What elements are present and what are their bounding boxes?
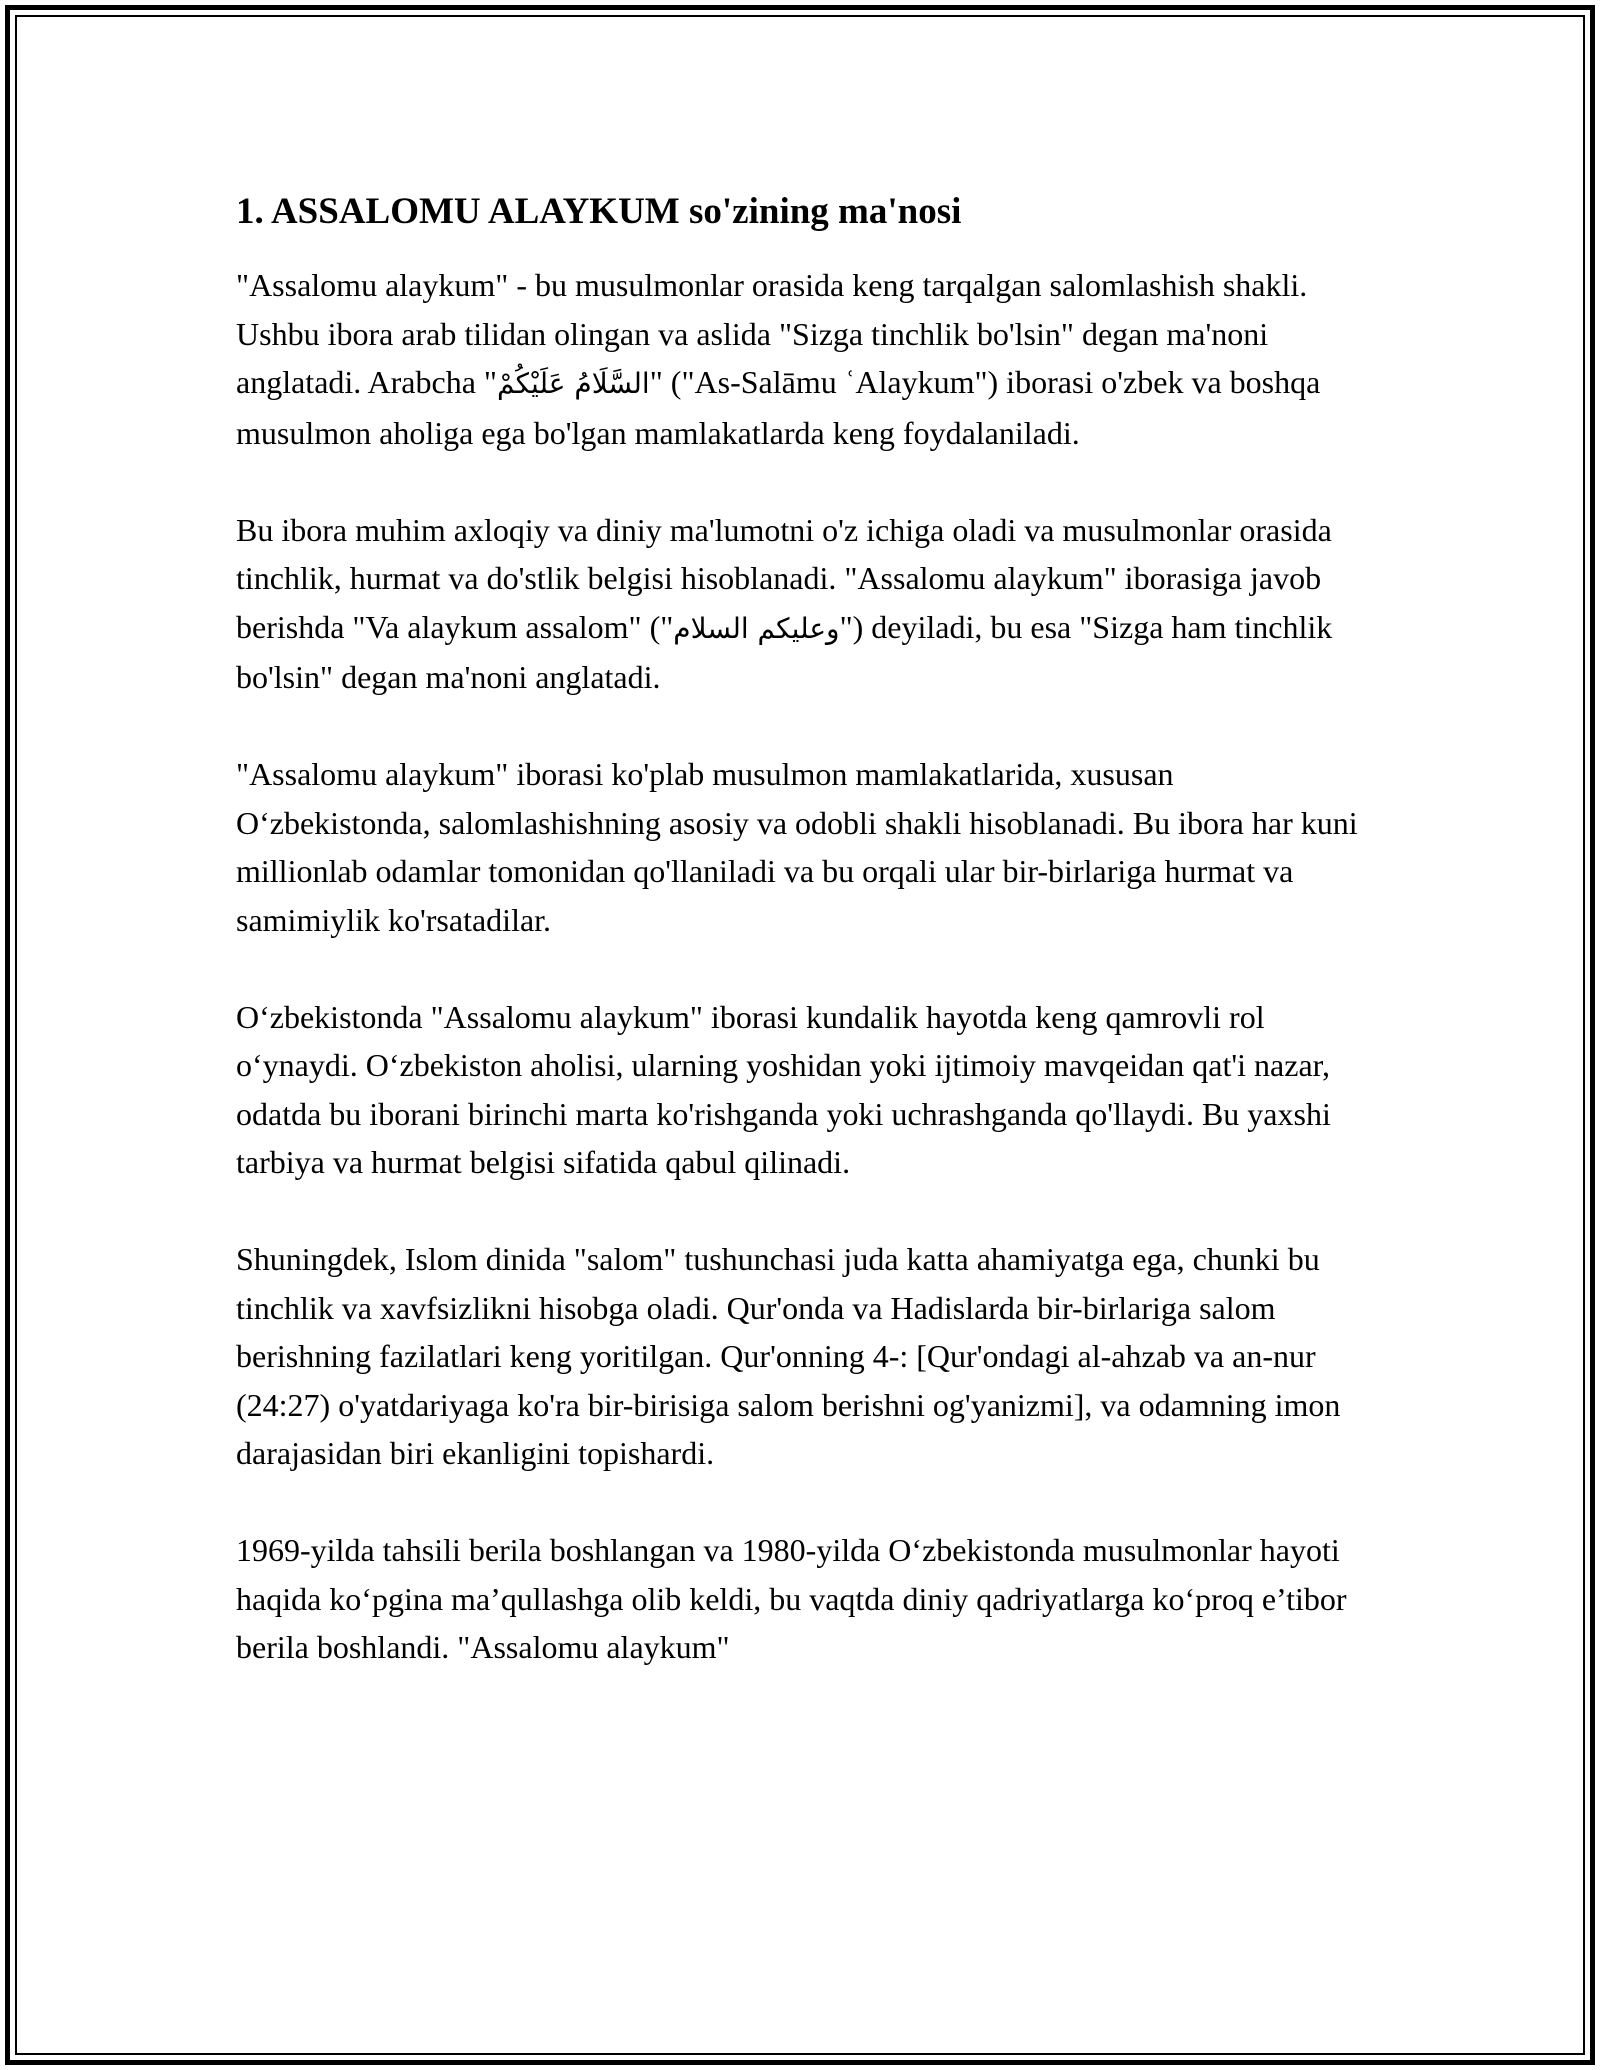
document-body [236, 188, 1376, 1720]
paragraph-history: 1969-yilda tahsili berila boshlangan va 1980-yilda O‘zbekistonda musulmonlar hayoti haqida ko‘pgina ma’qullashga olib keldi, bu vaqtda diniy qadriyatlarga ko‘proq e’tibor berila boshlandi. "Assalomu alaykum" [236, 1532, 1347, 1665]
paragraph-islam: Shuningdek, Islom dinida "salom" tushunchasi juda katta ahamiyatga ega, chunki bu tinchlik va xavfsizlikni hisobga oladi. Qur'onda va Hadislarda bir-birlariga salom berishning fazilatlari keng yoritilgan. Qur'onning 4-: [Qur'ondagi al-ahzab va an-nur (24:27) o'yatdariyaga ko'ra bir-birisiga salom berishni og'yanizmi], va odamning imon darajasidan biri ekanligini topishardi. [236, 1241, 1341, 1471]
paragraph-meaning-text-after: " ("As-Salāmu ʿAlaykum") iborasi o'zbek va boshqa musulmon aholiga ega bo'lgan mamlakatlarda keng foydalaniladi. [236, 364, 1321, 451]
arabic-greeting: السَّلَامُ عَلَيْكُمْ [496, 367, 650, 400]
paragraph-response-text-after: ") deyiladi, bu esa "Sizga ham tinchlik bo'lsin" degan ma'noni anglatadi. [236, 608, 1333, 695]
paragraph-response-text-before: Bu ibora muhim axloqiy va diniy ma'lumotni o'z ichiga oladi va musulmonlar orasida tinchlik, hurmat va do'stlik belgisi hisoblanadi. "Assalomu alaykum" iborasiga javob berishda "Va alaykum assalom" (" [236, 511, 1332, 645]
arabic-response: وعليكم السلام [673, 611, 840, 645]
paragraph-meaning [236, 261, 1376, 457]
paragraph-uzbekistan: O‘zbekistonda "Assalomu alaykum" iborasi kundalik hayotda keng qamrovli rol o‘ynaydi. O‘zbekiston aholisi, ularning yoshidan yoki ijtimoiy mavqeidan qat'i nazar, odatda bu iborani birinchi marta ko'rishganda yoki uchrashganda qo'llaydi. Bu yaxshi tarbiya va hurmat belgisi sifatida qabul qilinadi. [236, 998, 1331, 1180]
paragraph-response [236, 506, 1376, 702]
paragraph-usage: "Assalomu alaykum" iborasi ko'plab musulmon mamlakatlarida, xususan O‘zbekistonda, salomlashishning asosiy va odobli shakli hisoblanadi. Bu ibora har kuni millionlab odamlar tomonidan qo'llaniladi va bu orqali ular bir-birlariga hurmat va samimiylik ko'rsatadilar. [236, 756, 1358, 938]
paragraph-meaning-text-before: "Assalomu alaykum" - bu musulmonlar orasida keng tarqalgan salomlashish shakli. Ushbu ibora arab tilidan olingan va aslida "Sizga tinchlik bo'lsin" degan ma'noni anglatadi. Arabcha " [236, 267, 1308, 400]
document-title: 1. ASSALOMU ALAYKUM so'zining ma'nosi [236, 191, 962, 232]
